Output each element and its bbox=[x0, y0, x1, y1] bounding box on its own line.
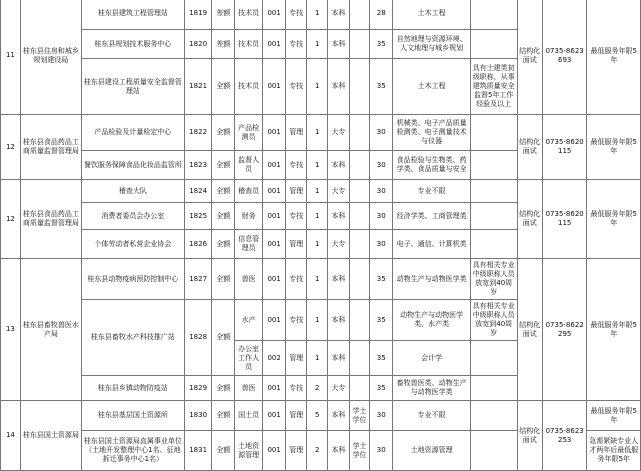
age: 35 bbox=[370, 30, 393, 59]
count: 1 bbox=[307, 230, 328, 259]
position-code: 001 bbox=[263, 59, 286, 115]
major: 土木工程 bbox=[393, 0, 470, 30]
age: 30 bbox=[370, 203, 393, 230]
unit: 产品检验及计量检定中心 bbox=[81, 115, 184, 151]
department: 桂东县食品药品工商质量监督管理局 bbox=[20, 115, 81, 180]
position: 稽查员 bbox=[235, 180, 263, 203]
unit: 桂东县建筑工程管理站 bbox=[81, 0, 184, 30]
position-type: 管理 bbox=[286, 431, 307, 471]
count: 1 bbox=[307, 300, 328, 341]
funding: 全额 bbox=[212, 300, 235, 376]
group-no: 12 bbox=[1, 115, 21, 180]
unit: 桂东县动物疫病预防控制中心 bbox=[81, 259, 184, 300]
position-code: 001 bbox=[263, 30, 286, 59]
unit: 桂东县基层国土资源所 bbox=[81, 401, 184, 431]
degree: 学士学位 bbox=[349, 431, 369, 471]
department: 桂东县畜牧兽医水产局 bbox=[20, 259, 81, 401]
major: 会计学 bbox=[393, 341, 470, 376]
unit-code: 1831 bbox=[184, 431, 212, 471]
table-row bbox=[1, 401, 641, 431]
major: 机械类、电子产品质量检测类、电子测量技术与仪器 bbox=[393, 115, 470, 151]
unit-code: 1825 bbox=[184, 203, 212, 230]
position: 技术员 bbox=[235, 0, 263, 30]
other bbox=[470, 341, 517, 376]
exam-type: 结构化面试 bbox=[517, 180, 542, 259]
note: 最低服务年限5年 bbox=[587, 401, 641, 431]
position-code: 001 bbox=[263, 431, 286, 471]
count: 1 bbox=[307, 259, 328, 300]
position-type: 专技 bbox=[286, 376, 307, 401]
group-no: 11 bbox=[1, 0, 21, 115]
position: 财务 bbox=[235, 203, 263, 230]
position-type: 管理 bbox=[286, 341, 307, 376]
unit: 桂东县建设工程质量安全监督管理站 bbox=[81, 59, 184, 115]
degree bbox=[349, 151, 369, 180]
funding: 全额 bbox=[212, 401, 235, 431]
education: 本科 bbox=[328, 0, 350, 30]
position-type: 专技 bbox=[286, 259, 307, 300]
count: 1 bbox=[307, 115, 328, 151]
count: 2 bbox=[307, 431, 328, 471]
other: 具有相关专业中级职称人员放宽到40周岁 bbox=[470, 300, 517, 341]
unit-code: 1821 bbox=[184, 59, 212, 115]
position: 土地资源管理 bbox=[235, 431, 263, 471]
position: 兽医 bbox=[235, 259, 263, 300]
other bbox=[470, 30, 517, 59]
funding: 全额 bbox=[212, 431, 235, 471]
other bbox=[470, 376, 517, 401]
age: 30 bbox=[370, 401, 393, 431]
other bbox=[470, 115, 517, 151]
position: 国土员 bbox=[235, 401, 263, 431]
major: 专业不限 bbox=[393, 180, 470, 203]
unit: 桂东县国土资源局直属事业单位（土地开发整理中心1名、征地拆迁事务中心1名） bbox=[81, 431, 184, 471]
age: 30 bbox=[370, 230, 393, 259]
education: 本科 bbox=[328, 151, 350, 180]
note-urgent: 急需紧缺专业人才两年后最低服务年限5年 bbox=[587, 431, 641, 471]
unit-code: 1823 bbox=[184, 151, 212, 180]
group-no: 12 bbox=[1, 180, 21, 259]
group-no: 14 bbox=[1, 401, 21, 471]
major: 食品检验与生物类、药学类、食品质量与安全 bbox=[393, 151, 470, 180]
degree bbox=[349, 376, 369, 401]
exam-type: 结构化面试 bbox=[517, 115, 542, 180]
unit: 桂东县规划技术服务中心 bbox=[81, 30, 184, 59]
other bbox=[470, 180, 517, 203]
major: 土木工程 bbox=[393, 59, 470, 115]
count: 5 bbox=[307, 401, 328, 431]
age: 35 bbox=[370, 376, 393, 401]
funding: 全额 bbox=[212, 230, 235, 259]
position-code: 001 bbox=[263, 376, 286, 401]
education: 本科 bbox=[328, 203, 350, 230]
position-code: 002 bbox=[263, 341, 286, 376]
position-type: 管理 bbox=[286, 230, 307, 259]
table-row bbox=[1, 180, 641, 203]
count: 1 bbox=[307, 180, 328, 203]
table-row bbox=[1, 259, 641, 300]
phone: 0735-8623253 bbox=[542, 401, 587, 471]
position: 技术员 bbox=[235, 30, 263, 59]
position: 信息管理员 bbox=[235, 230, 263, 259]
other: 具有相关专业中级职称人员放宽到40周岁 bbox=[470, 259, 517, 300]
position-code: 001 bbox=[263, 300, 286, 341]
note: 最低服务年限5年 bbox=[587, 180, 641, 259]
exam-type: 结构化面试 bbox=[517, 0, 542, 115]
degree bbox=[349, 341, 369, 376]
position-code: 001 bbox=[263, 0, 286, 30]
age: 28 bbox=[370, 0, 393, 30]
department: 桂东县食品药品工商质量监督管理局 bbox=[20, 180, 81, 259]
other bbox=[470, 203, 517, 230]
note: 最低服务年限5年 bbox=[587, 0, 641, 115]
degree bbox=[349, 0, 369, 30]
unit-code: 1822 bbox=[184, 115, 212, 151]
group-no: 13 bbox=[1, 259, 21, 401]
table-row bbox=[1, 115, 641, 151]
unit: 稽查大队 bbox=[81, 180, 184, 203]
education: 大专 bbox=[328, 180, 350, 203]
department: 桂东县住房和城乡规划建设局 bbox=[20, 0, 81, 115]
position: 兽医 bbox=[235, 376, 263, 401]
funding: 全额 bbox=[212, 376, 235, 401]
degree: 学士学位 bbox=[349, 401, 369, 431]
education: 本科 bbox=[328, 341, 350, 376]
exam-type: 结构化面试 bbox=[517, 401, 542, 471]
position: 产品检测员 bbox=[235, 115, 263, 151]
count: 1 bbox=[307, 151, 328, 180]
degree bbox=[349, 203, 369, 230]
age: 30 bbox=[370, 431, 393, 471]
position-type: 专技 bbox=[286, 59, 307, 115]
position-type: 专技 bbox=[286, 151, 307, 180]
position-type: 管理 bbox=[286, 401, 307, 431]
count: 1 bbox=[307, 341, 328, 376]
education: 大专 bbox=[328, 376, 350, 401]
education: 本科 bbox=[328, 30, 350, 59]
degree bbox=[349, 30, 369, 59]
degree bbox=[349, 115, 369, 151]
phone: 0735-8623693 bbox=[542, 0, 587, 115]
position-code: 001 bbox=[263, 151, 286, 180]
phone: 0735-8620115 bbox=[542, 180, 587, 259]
unit-code: 1819 bbox=[184, 0, 212, 30]
table-row bbox=[1, 0, 641, 30]
education: 本科 bbox=[328, 300, 350, 341]
education: 本科 bbox=[328, 59, 350, 115]
unit-code: 1820 bbox=[184, 30, 212, 59]
other: 具有土建类初级职称，从事建筑质量安全监督5年工作经验及以上 bbox=[470, 59, 517, 115]
position-code: 001 bbox=[263, 203, 286, 230]
funding: 全额 bbox=[212, 259, 235, 300]
funding: 差额 bbox=[212, 30, 235, 59]
position-code: 001 bbox=[263, 230, 286, 259]
major: 动物生产与动物医学类、水产类 bbox=[393, 300, 470, 341]
unit: 餐饮服务保障食品化妆品监管所 bbox=[81, 151, 184, 180]
age: 35 bbox=[370, 59, 393, 115]
other bbox=[470, 230, 517, 259]
count: 1 bbox=[307, 30, 328, 59]
note: 最低服务年限5年 bbox=[587, 115, 641, 180]
count: 2 bbox=[307, 376, 328, 401]
position: 办公室工作人员 bbox=[235, 341, 263, 376]
unit: 消费者委员会办公室 bbox=[81, 203, 184, 230]
education: 本科 bbox=[328, 259, 350, 300]
other bbox=[470, 151, 517, 180]
position-code: 001 bbox=[263, 115, 286, 151]
major: 经济学类、工商管理类 bbox=[393, 203, 470, 230]
phone: 0735-8620115 bbox=[542, 115, 587, 180]
position-type: 专技 bbox=[286, 203, 307, 230]
age: 35 bbox=[370, 300, 393, 341]
unit-code: 1826 bbox=[184, 230, 212, 259]
department: 桂东县国土资源局 bbox=[20, 401, 81, 471]
education: 大专 bbox=[328, 230, 350, 259]
major: 自然地理与资源环境、人文地理与城乡规划 bbox=[393, 30, 470, 59]
degree bbox=[349, 259, 369, 300]
count: 1 bbox=[307, 203, 328, 230]
unit: 桂东县乡镇动物防疫站 bbox=[81, 376, 184, 401]
education: 本科 bbox=[328, 401, 350, 431]
unit-code: 1829 bbox=[184, 376, 212, 401]
major: 电子、通信、计算机类 bbox=[393, 230, 470, 259]
note: 最低服务年限5年 bbox=[587, 259, 641, 401]
unit-code: 1828 bbox=[184, 300, 212, 376]
funding: 全额 bbox=[212, 203, 235, 230]
position-code: 001 bbox=[263, 259, 286, 300]
funding: 全额 bbox=[212, 115, 235, 151]
age: 30 bbox=[370, 115, 393, 151]
unit: 个体劳动者私营企业协会 bbox=[81, 230, 184, 259]
degree bbox=[349, 300, 369, 341]
funding: 全额 bbox=[212, 180, 235, 203]
count: 1 bbox=[307, 59, 328, 115]
degree bbox=[349, 59, 369, 115]
major: 土地资源管理 bbox=[393, 431, 470, 471]
degree bbox=[349, 230, 369, 259]
other bbox=[470, 401, 517, 431]
unit-code: 1827 bbox=[184, 259, 212, 300]
major: 动物生产与动物医学类 bbox=[393, 259, 470, 300]
position: 监督人员 bbox=[235, 151, 263, 180]
unit: 桂东县畜牧水产科技推广站 bbox=[81, 300, 184, 376]
phone: 0735-8622295 bbox=[542, 259, 587, 401]
position-type: 专技 bbox=[286, 300, 307, 341]
other bbox=[470, 431, 517, 471]
position-type: 管理 bbox=[286, 115, 307, 151]
funding: 全额 bbox=[212, 151, 235, 180]
unit-code: 1824 bbox=[184, 180, 212, 203]
other bbox=[470, 0, 517, 30]
funding: 全额 bbox=[212, 59, 235, 115]
age: 30 bbox=[370, 151, 393, 180]
age: 30 bbox=[370, 180, 393, 203]
count: 1 bbox=[307, 0, 328, 30]
position-type: 专技 bbox=[286, 0, 307, 30]
exam-type: 结构化面试 bbox=[517, 259, 542, 401]
education: 大专 bbox=[328, 115, 350, 151]
position: 技术员 bbox=[235, 59, 263, 115]
age: 35 bbox=[370, 341, 393, 376]
funding: 差额 bbox=[212, 0, 235, 30]
major: 畜牧兽医类、动物生产与动物医学类 bbox=[393, 376, 470, 401]
position-code: 001 bbox=[263, 180, 286, 203]
position-type: 管理 bbox=[286, 180, 307, 203]
position-code: 001 bbox=[263, 401, 286, 431]
age: 35 bbox=[370, 259, 393, 300]
degree bbox=[349, 180, 369, 203]
position: 水产 bbox=[235, 300, 263, 341]
unit-code: 1830 bbox=[184, 401, 212, 431]
position-type: 专技 bbox=[286, 30, 307, 59]
major: 专业不限 bbox=[393, 401, 470, 431]
education: 本科 bbox=[328, 431, 350, 471]
